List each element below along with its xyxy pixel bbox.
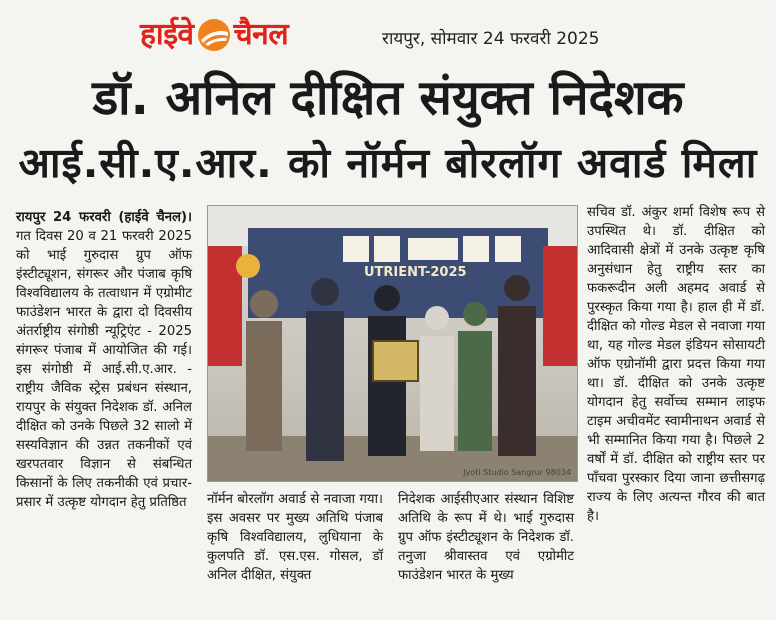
newspaper-logo [140, 12, 288, 58]
article-text-1: गत दिवस 20 व 21 फरवरी 2025 को भाई गुरुदास ग्रुप ऑफ इंस्टीट्यूशन, संगरूर और पंजाब कृषि विश्वविद्यालय के तत्वाधान में एग्रोमीट फाउंडेशन भारत के द्वारा दो दिवसीय अंतर्राष्ट्रीय संगोष्ठी न्यूट्रिएंट - 2025 संगरूर पंजाब में आयोजित की गई। इस संगोष्ठी में आई.सी.ए.आर. - राष्ट्रीय जैविक स्ट्रेस प्रबंधन संस्थान, रायपुर के संयुक्त निदेशक डॉ. अनिल दीक्षित को उनके पिछले 32 सालो में सस्यविज्ञान की उन्नत तकनीकों एवं खरपतवार विज्ञान से संबन्धित किसानों के लिए तकनीकी एवं प्रचार-प्रसार में उत्कृष्ट योगदान हेतु प्रतिष्ठित [16, 229, 192, 510]
article-text-4: सचिव डॉ. अंकुर शर्मा विशेष रूप से उपस्थित थे। डॉ. दीक्षित को आदिवासी क्षेत्रों में उनके उत्कृष्ट कृषि अनुसंधान हेतु राष्ट्रीय स्तर का फकरूदीन अली अहमद अवार्ड से पुरस्कृत किया गया है। हाल ही में डॉ. दीक्षित को गोल्ड मेडल से नवाजा गया था, यह गोल्ड मेडल इंडियन सोसायटी ऑफ एग्रोनॉमी द्वारा प्रदत्त किया गया था। डॉ. दीक्षित को उनके उत्कृष्ट योगदान हेतु सर्वोच्च सम्मान लाइफ टाइम अचीवमेंट स्वामीनाथन अवार्ड से भी सम्मानित किया गया है। पिछले 2 वर्षों में डॉ. दीक्षित को राष्ट्रीय स्तर पर पाँचवा पुरस्कार दिया जाना छत्तीसगढ़ राज्य के लिए अत्यन्त गौरव की बात है। [587, 205, 765, 524]
article-column-4 [587, 203, 765, 526]
headline-line-2: आई.सी.ए.आर. को नॉर्मन बोरलॉग अवार्ड मिला [18, 139, 758, 187]
headline-line-1: डॉ. अनिल दीक्षित संयुक्त निदेशक [92, 70, 684, 126]
article-text-3: निदेशक आईसीएआर संस्थान विशिष्ट अतिथि के रूप में थे। भाई गुरुदास ग्रुप ऑफ इंस्टीट्यूशन के निदेशक डॉ. तनुजा श्रीवास्तव एवं एग्रोमीट फाउंडेशन भारत के मुख्य [398, 492, 574, 583]
award-photo [207, 205, 578, 482]
highway-logo-icon [197, 18, 231, 52]
article-column-1 [16, 208, 192, 512]
award-ceremony-illustration [208, 206, 577, 481]
conference-banner-text: UTRIENT-2025 [358, 264, 473, 281]
article-dateline: रायपुर 24 फरवरी (हाईवे चैनल)। [16, 210, 192, 225]
logo-text-left: हाईवे [140, 17, 194, 52]
masthead [0, 6, 776, 64]
issue-dateline: रायपुर, सोमवार 24 फरवरी 2025 [382, 29, 600, 49]
article-text-2: नॉर्मन बोरलॉग अवार्ड से नवाजा गया। इस अवसर पर मुख्य अतिथि पंजाब कृषि विश्वविद्यालय, लुधियाना के कुलपति डॉ. एस.एस. गोसल, डॉ अनिल दीक्षित, संयुक्त [207, 492, 383, 583]
photo-credit: Jyoti Studio Sangrur 98034 [463, 468, 571, 477]
logo-text-right: चैनल [233, 17, 289, 52]
article-column-2 [207, 490, 383, 585]
article-column-3 [398, 490, 574, 585]
